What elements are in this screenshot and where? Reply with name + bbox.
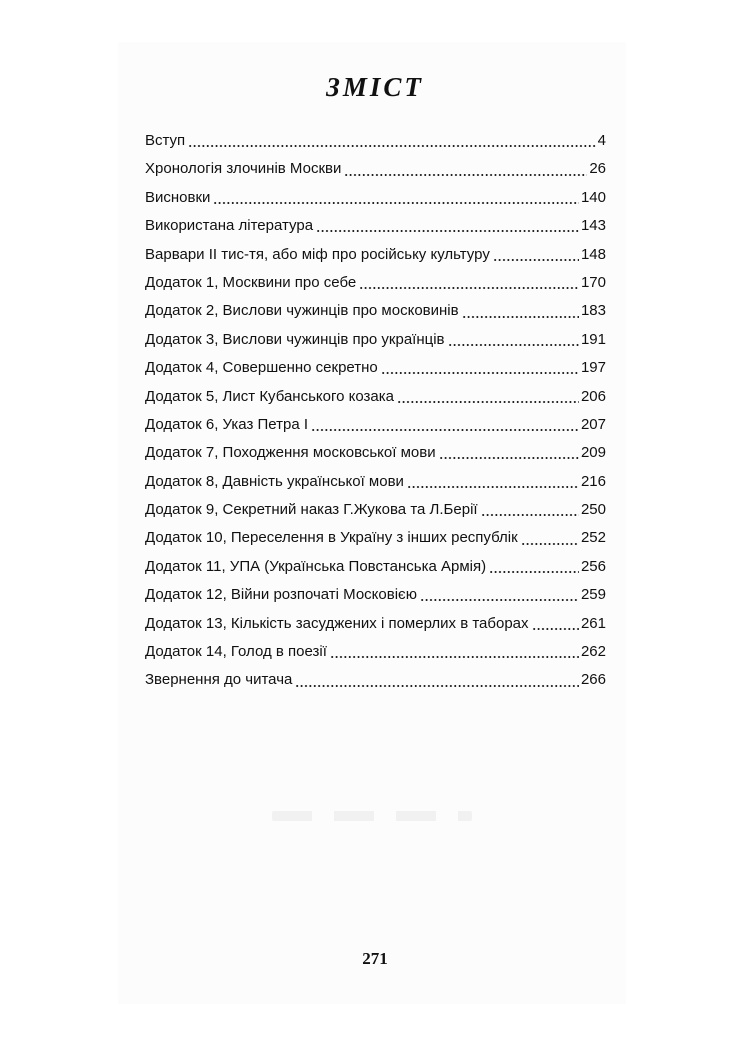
dot-leader <box>295 685 579 687</box>
toc-entry <box>145 496 606 524</box>
toc-entry-label: Використана література <box>145 217 314 235</box>
toc-entry-label: Звернення до читача <box>145 671 293 689</box>
toc-entry-label: Додаток 3, Вислови чужинців про українців <box>145 330 445 348</box>
faint-bleed-through <box>272 811 472 821</box>
toc-entry <box>145 241 606 269</box>
toc-entry-label: Додаток 12, Війни розпочаті Московією <box>145 586 417 604</box>
toc-entry-label: Додаток 1, Москвини про себе <box>145 273 357 291</box>
page-title: ЗМІСТ <box>326 72 424 102</box>
toc-entry-page: 262 <box>580 643 606 661</box>
dot-leader <box>397 401 579 403</box>
dot-leader <box>462 316 579 318</box>
toc-entry-label: Додаток 11, УПА (Українська Повстанська Армія) <box>145 557 487 575</box>
dot-leader <box>448 344 579 346</box>
toc-entry-page: 170 <box>580 273 606 291</box>
toc-entry-page: 261 <box>580 614 606 632</box>
toc-entry <box>145 666 606 694</box>
toc-entry <box>145 411 606 439</box>
dot-leader <box>359 287 579 289</box>
dot-leader <box>489 571 579 573</box>
toc-entry <box>145 297 606 325</box>
toc-entry-page: 252 <box>580 529 606 547</box>
toc-entry-label: Висновки <box>145 188 211 206</box>
toc-entry-label: Додаток 4, Совершенно секретно <box>145 359 378 377</box>
toc-entry-label: Хронологія злочинів Москви <box>145 160 342 178</box>
toc-entry <box>145 383 606 411</box>
toc-entry <box>145 184 606 212</box>
toc-entry-page: 216 <box>580 472 606 490</box>
toc-entry <box>145 269 606 297</box>
toc-entry <box>145 553 606 581</box>
toc-entry <box>145 212 606 240</box>
toc-entry-label: Додаток 13, Кількість засуджених і померлих в таборах <box>145 614 529 632</box>
dot-leader <box>316 230 579 232</box>
toc-entry-page: 4 <box>597 132 606 149</box>
dot-leader <box>481 514 579 516</box>
toc-entry <box>145 155 606 183</box>
toc-entry-label: Додаток 8, Давність української мови <box>145 472 404 490</box>
toc-entry-label: Варвари ІІ тис-тя, або міф про російську культуру <box>145 245 490 263</box>
dot-leader <box>311 429 579 431</box>
toc-entry-page: 209 <box>580 444 606 462</box>
toc-entry <box>145 524 606 552</box>
toc-entry <box>145 127 606 155</box>
toc-entry-page: 206 <box>580 387 606 405</box>
dot-leader <box>407 486 579 488</box>
dot-leader <box>344 174 587 176</box>
toc-entry <box>145 439 606 467</box>
toc-entry <box>145 581 606 609</box>
toc-entry-page: 26 <box>589 160 606 178</box>
page-number: 271 <box>362 949 388 968</box>
toc-entry-page: 191 <box>580 330 606 348</box>
toc-entry-page: 148 <box>580 245 606 263</box>
toc-entry-label: Додаток 7, Походження московської мови <box>145 444 436 462</box>
toc-entry-page: 197 <box>580 359 606 377</box>
dot-leader <box>330 656 579 658</box>
toc-entry-label: Вступ <box>145 132 186 149</box>
toc-entry-label: Додаток 10, Переселення в Україну з інших республік <box>145 529 518 547</box>
toc-entry <box>145 468 606 496</box>
toc-entry-page: 259 <box>580 586 606 604</box>
dot-leader <box>213 202 579 204</box>
toc-entry-page: 266 <box>580 671 606 689</box>
dot-leader <box>188 145 595 147</box>
dot-leader <box>420 599 579 601</box>
toc-entry-page: 143 <box>580 217 606 235</box>
toc-entry-page: 207 <box>580 415 606 433</box>
toc-entry <box>145 610 606 638</box>
toc-entry-label: Додаток 5, Лист Кубанського козака <box>145 387 394 405</box>
toc-entry <box>145 326 606 354</box>
toc-entry-page: 250 <box>580 501 606 519</box>
dot-leader <box>439 457 579 459</box>
toc-entry-label: Додаток 6, Указ Петра І <box>145 415 309 433</box>
toc-entry-label: Додаток 9, Секретний наказ Г.Жукова та Л.Берії <box>145 501 478 519</box>
toc-entry-page: 256 <box>580 557 606 575</box>
dot-leader <box>493 259 579 261</box>
toc-entry <box>145 638 606 666</box>
dot-leader <box>381 372 579 374</box>
toc-entry-label: Додаток 2, Вислови чужинців про московинів <box>145 302 459 320</box>
toc-entry-page: 183 <box>580 302 606 320</box>
toc-entry <box>145 354 606 382</box>
dot-leader <box>521 543 579 545</box>
dot-leader <box>532 628 579 630</box>
toc-entry-label: Додаток 14, Голод в поезії <box>145 643 327 661</box>
toc-entry-page: 140 <box>580 188 606 206</box>
table-of-contents <box>145 127 606 695</box>
